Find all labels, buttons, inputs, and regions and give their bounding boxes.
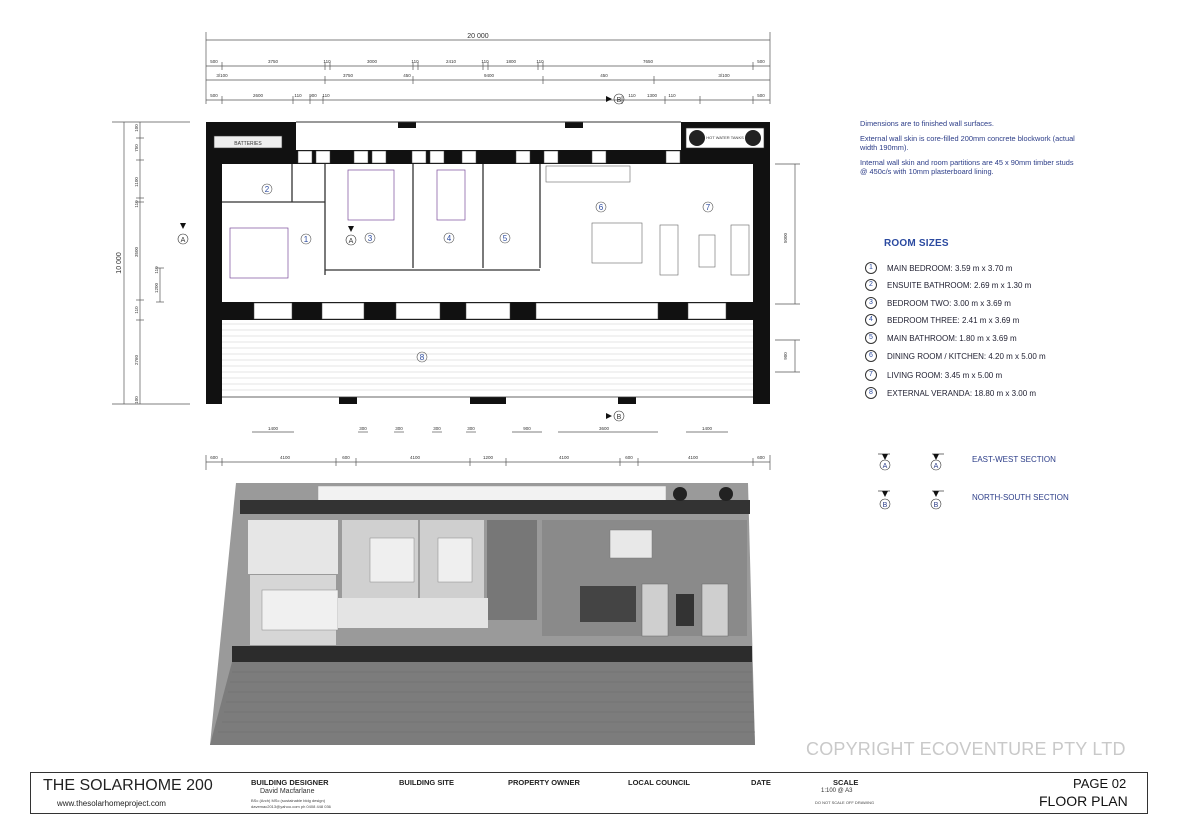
room-size-number: 1	[865, 262, 877, 274]
coffee-table	[699, 235, 715, 267]
room-num: 2	[264, 185, 270, 194]
dim-text: 9400	[483, 73, 495, 78]
room-size-label: ENSUITE BATHROOM: 2.69 m x 1.30 m	[887, 280, 1032, 290]
dim-text: 7650	[642, 59, 654, 64]
section-legend-symbols	[870, 448, 960, 518]
dining-table	[592, 223, 642, 263]
dim-text: 110	[411, 59, 419, 64]
dim-row1-labels	[210, 59, 765, 64]
dim-text: 300	[395, 426, 403, 431]
designer-name: David Macfarlane	[260, 788, 315, 795]
dim-text: 900	[309, 93, 317, 98]
dim-text: 500	[210, 93, 218, 98]
note-3: Internal wall skin and room partitions are 45 x 90mm timber studs @ 450c/s with 10mm plasterboard lining.	[860, 158, 1074, 176]
veranda-decking	[222, 324, 753, 390]
dim-text: 1200	[154, 282, 159, 294]
dim-text: 900	[523, 426, 531, 431]
dim-text: 600	[342, 455, 350, 460]
room-size-label: BEDROOM THREE: 2.41 m x 3.69 m	[887, 315, 1020, 325]
scale-note: DO NOT SCALE OFF DRAWING	[815, 800, 875, 805]
dim-text: 3750	[342, 73, 354, 78]
room-size-label: LIVING ROOM: 3.45 m x 5.00 m	[887, 370, 1003, 380]
dim-text: 450	[403, 73, 411, 78]
overall-width-label: 20 000	[467, 33, 489, 40]
dim-text: 110	[668, 93, 676, 98]
room-num: 7	[705, 203, 711, 212]
copyright-text: COPYRIGHT ECOVENTURE PTY LTD	[806, 739, 1126, 759]
legend-a-2: A	[933, 463, 939, 470]
dim-text: 110	[134, 306, 139, 314]
dim-text: 2410	[445, 59, 457, 64]
room-size-number: 3	[865, 297, 877, 309]
dim-text: 4100	[409, 455, 421, 460]
room-sizes-title: ROOM SIZES	[884, 238, 949, 249]
room-size-row	[865, 297, 1011, 309]
sofa-right	[731, 225, 749, 275]
north-south-section-label: NORTH-SOUTH SECTION	[972, 493, 1069, 502]
dim-text: 2600	[252, 93, 264, 98]
room-num: 1	[303, 235, 309, 244]
dim-text: 110	[134, 200, 139, 208]
dim-text: 600	[210, 455, 218, 460]
room-size-number: 5	[865, 332, 877, 344]
project-title: THE SOLARHOME 200	[43, 777, 213, 794]
dim-text: 500	[757, 59, 765, 64]
note-2: External wall skin is core-filled 200mm concrete blockwork (actual width 190mm).	[860, 134, 1075, 152]
dim-text: 110	[154, 266, 159, 274]
dim-text: 4100	[558, 455, 570, 460]
dim-text: 3500	[134, 246, 139, 258]
batteries-label: BATTERIES	[234, 141, 262, 147]
dim-text: 110	[294, 93, 302, 98]
room-size-label: MAIN BEDROOM: 3.59 m x 3.70 m	[887, 263, 1013, 273]
dim-text: 110	[628, 93, 636, 98]
dim-text: 500	[210, 59, 218, 64]
dim-row3-labels	[210, 93, 765, 98]
designer-credentials: BSc (Arch) MSc (sustainable bldg design)	[251, 798, 326, 803]
legend-b-2: B	[933, 502, 939, 509]
right-dimension-lines	[775, 164, 800, 372]
room-size-row	[865, 387, 1036, 399]
dim-text: 3000	[366, 59, 378, 64]
page-number: PAGE 02	[1073, 776, 1127, 791]
east-west-section-label: EAST-WEST SECTION	[972, 455, 1056, 464]
room-num: 3	[367, 234, 373, 243]
project-website: www.thesolarhomeproject.com	[57, 799, 166, 808]
council-heading: LOCAL COUNCIL	[628, 778, 690, 787]
section-b-bottom: B	[616, 414, 622, 421]
room-size-row	[865, 262, 1012, 274]
dim-text: 3/100	[216, 73, 228, 78]
overall-height-label: 10 000	[116, 252, 123, 274]
dim-text: 110	[481, 59, 489, 64]
dim-text: 300	[359, 426, 367, 431]
dim-text: 300	[467, 426, 475, 431]
left-dimension-lines	[112, 122, 190, 404]
room-size-label: EXTERNAL VERANDA: 18.80 m x 3.00 m	[887, 388, 1037, 398]
bottom-dimension-lines	[206, 432, 770, 470]
dim-text: 1200	[482, 455, 494, 460]
section-a-right: A	[348, 238, 354, 245]
notes-block	[860, 119, 1080, 176]
dim-text: 5000	[783, 232, 788, 244]
room-size-label: BEDROOM TWO: 3.00 m x 3.69 m	[887, 298, 1011, 308]
legend-a-1: A	[882, 463, 888, 470]
dim-text: 110	[536, 59, 544, 64]
room-num: 4	[446, 234, 452, 243]
site-heading: BUILDING SITE	[399, 778, 455, 787]
scale-heading: SCALE	[833, 778, 859, 787]
title-block	[30, 772, 1148, 814]
dim-text: 100	[134, 124, 139, 132]
note-1: Dimensions are to finished wall surfaces.	[860, 119, 994, 128]
dim-text: 500	[757, 93, 765, 98]
dim-bottom1-labels	[268, 426, 713, 431]
room-num: 5	[502, 234, 508, 243]
room-size-label: DINING ROOM / KITCHEN: 4.20 m x 5.00 m	[887, 351, 1046, 361]
top-dimension-lines	[206, 32, 770, 104]
room-size-number: 2	[865, 279, 877, 291]
dim-text: 2760	[134, 354, 139, 366]
south-openings	[254, 303, 726, 319]
dim-text: 110	[323, 59, 331, 64]
room-size-row	[865, 332, 1017, 344]
sofa-left	[660, 225, 678, 275]
dim-text: 110	[322, 93, 330, 98]
dim-bottom2-labels	[210, 455, 765, 460]
dim-text: 300	[433, 426, 441, 431]
room-size-number: 4	[865, 314, 877, 326]
owner-heading: PROPERTY OWNER	[508, 778, 580, 787]
room-size-row	[865, 369, 1002, 381]
kitchen-bench	[546, 166, 630, 182]
scale-value: 1:100 @ A3	[821, 788, 853, 794]
dim-text: 4100	[687, 455, 699, 460]
room-size-number: 6	[865, 350, 877, 362]
room-num: 8	[419, 353, 425, 362]
dim-text: 1400	[701, 426, 713, 431]
dim-text: 600	[757, 455, 765, 460]
dim-text: 450	[600, 73, 608, 78]
dim-text: 600	[625, 455, 633, 460]
tank-right	[745, 130, 761, 146]
room-size-label: MAIN BATHROOM: 1.80 m x 3.69 m	[887, 333, 1017, 343]
dim-text: 1300	[646, 93, 658, 98]
dim-text: 4100	[279, 455, 291, 460]
dim-row2-labels	[216, 73, 730, 78]
designer-contact: davemac2013@yahoo.com ph 0408 448 036	[251, 804, 331, 809]
room-num: 6	[598, 203, 604, 212]
dim-text: 750	[134, 144, 139, 152]
room-size-number: 8	[865, 387, 877, 399]
dim-text: 1100	[134, 177, 139, 187]
designer-heading: BUILDING DESIGNER	[251, 778, 329, 787]
dim-text: 3600	[598, 426, 610, 431]
3d-rendering	[210, 483, 755, 745]
dim-text: 3750	[267, 59, 279, 64]
legend-b-1: B	[882, 502, 888, 509]
section-a-left: A	[180, 237, 186, 244]
tank-left	[689, 130, 705, 146]
section-b-top: B	[616, 97, 622, 104]
sheet-title: FLOOR PLAN	[1039, 793, 1128, 809]
room-size-number: 7	[865, 369, 877, 381]
dim-text: 1800	[505, 59, 517, 64]
date-heading: DATE	[751, 778, 771, 787]
dim-text: 900	[783, 352, 788, 360]
room-size-row	[865, 314, 1019, 326]
hot-water-label: HOT WATER TANKS	[706, 135, 744, 140]
dim-text: 1400	[267, 426, 279, 431]
dim-text: 100	[134, 396, 139, 404]
dim-text: 3/100	[718, 73, 730, 78]
room-size-row	[865, 279, 1031, 291]
dim-left-labels	[134, 124, 159, 404]
room-size-row	[865, 350, 1046, 362]
